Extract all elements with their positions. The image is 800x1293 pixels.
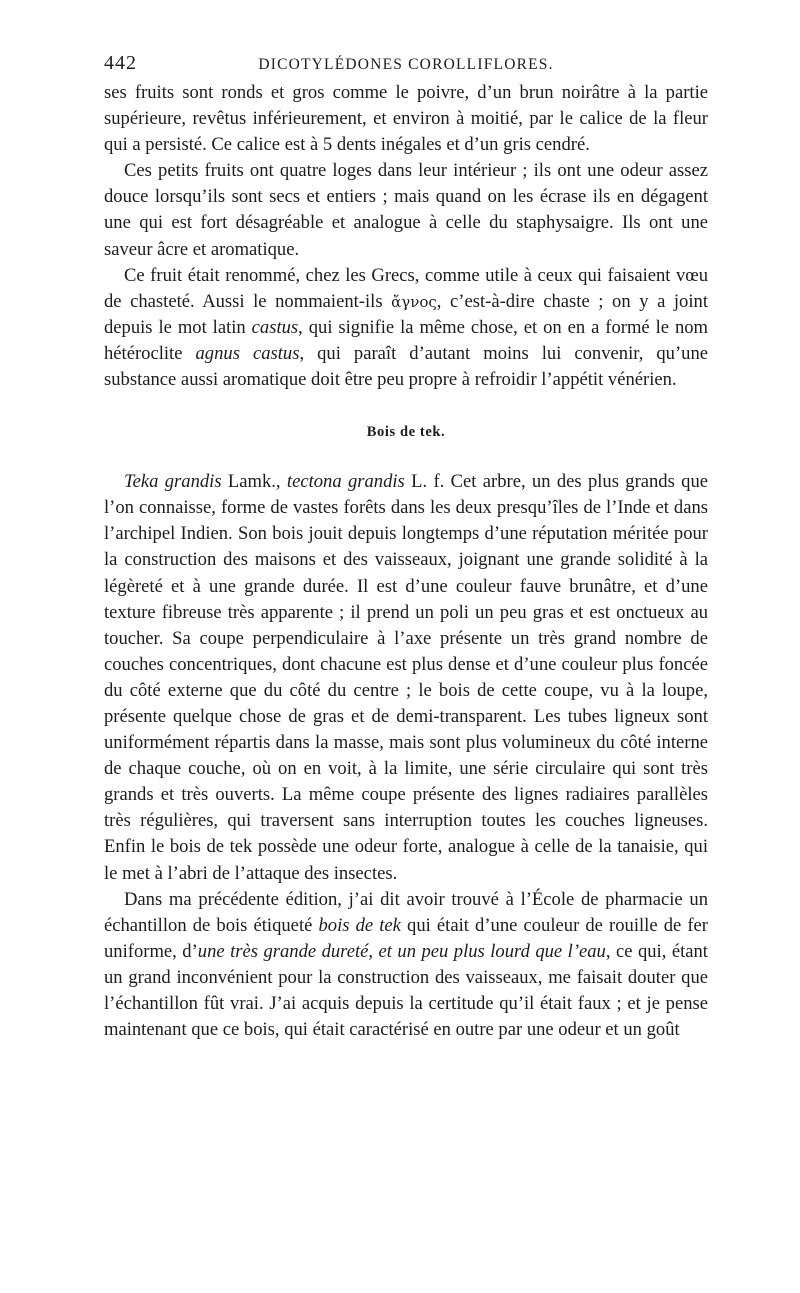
paragraph-text: Ces petits fruits ont quatre loges dans leur intérieur ; ils ont une odeur assez douce lorsqu’ils sont secs et entiers ; mais quand on les écrase ils en dégagent une qui est fort désagréable et analogue à celle du staphysaigre. Ils ont une saveur âcre et aromatique. [104, 160, 708, 260]
paragraph-text: , qui paraît d’autant moins lui convenir, qu’une substance aussi aromatique doit être peu propre à refroidir l’appétit vénérien. [104, 342, 709, 391]
greek-word: ἄγνος [391, 292, 437, 311]
italic-term: Teka grandis [124, 471, 222, 493]
italic-term: une très grande dureté, et un peu plus lourd que l’eau [197, 940, 606, 962]
paragraph-text: L. f. Cet arbre, un des plus grands que l’on connaisse, forme de vastes forêts dans les deux presqu’îles de l’Inde et dans l’archipel Indien. Son bois jouit depuis longtemps d’une réputation méritée pour la construction des maisons et des vaisseaux, joignant une grande solidité à la légèreté et à une grande durée. Il est d’une couleur fauve brunâtre, et d’une texture fibreuse très apparente ; il prend un poli un peu gras et est onctueux au toucher. Sa coupe perpendiculaire à l’axe présente un très grand nombre de couches concentriques, dont chacune est plus dense et d’une couleur plus foncée du côté externe que du côté du centre ; le bois de cette coupe, vu à la loupe, présente quelque chose de gras et de demi-transparent. Les tubes ligneux sont uniformément répartis dans la masse, mais sont plus volumineux du côté interne de chaque couche, où on en voit, à la limite, une série circulaire qui sont très grands et très ouverts. La même coupe présente des lignes radiaires parallèles très régulières, qui traversent sans interruption toutes les couches ligneuses. Enfin le bois de tek possède une odeur forte, analogue à celle de la tanaisie, qui le met à l’abri de l’attaque des insectes. [104, 471, 709, 884]
paragraph-teak-description [104, 469, 708, 887]
section-title: Bois de tek. [366, 424, 446, 441]
paragraph-teak-sample [104, 887, 708, 1044]
paragraph-chastity [104, 263, 708, 393]
italic-term: agnus castus [195, 342, 300, 364]
italic-term: castus [251, 316, 299, 338]
paragraph-text: , ce qui, étant un grand inconvénient pour la construction des vaisseaux, me faisait douter que l’échantillon fût vrai. J’ai acquis depuis la certitude qu’il était faux ; et je pense maintenant que ce bois, qui était caractérisé en outre par une odeur et un goût [104, 940, 708, 1041]
paragraph-text: , c’est-à-dire chaste ; on y a joint depuis le mot latin [104, 290, 708, 338]
italic-term: bois de tek [318, 914, 401, 936]
italic-term: tectona grandis [286, 471, 405, 493]
paragraph-text: Ce fruit était renommé, chez les Grecs, comme utile à ceux qui faisaient vœu de chasteté. Aussi le nommaient-ils [104, 264, 708, 312]
paragraph-text: Lamk., [221, 471, 287, 493]
page-number: 442 [104, 52, 137, 74]
running-title: DICOTYLÉDONES COROLLIFLORES. [258, 56, 554, 73]
running-head [104, 52, 708, 80]
paragraph-text: ses fruits sont ronds et gros comme le poivre, d’un brun noirâtre à la partie supérieure, revêtus inférieurement, et environ à moitié, par le calice de la fleur qui a persisté. Ce calice est à 5 dents inégales et d’un gris cendré. [104, 82, 708, 156]
paragraph-fruit-odor [104, 158, 708, 262]
paragraph-text: qui était d’une couleur de rouille de fer uniforme, d’ [104, 914, 708, 962]
paragraph-fruit-description [104, 80, 708, 158]
paragraph-text: Dans ma précédente édition, j’ai dit avoir trouvé à l’École de pharmacie un échantillon de bois étiqueté [104, 888, 708, 936]
paragraph-text: , qui signifie la même chose, et on en a formé le nom hétéroclite [104, 316, 708, 364]
body-text [104, 80, 708, 1043]
